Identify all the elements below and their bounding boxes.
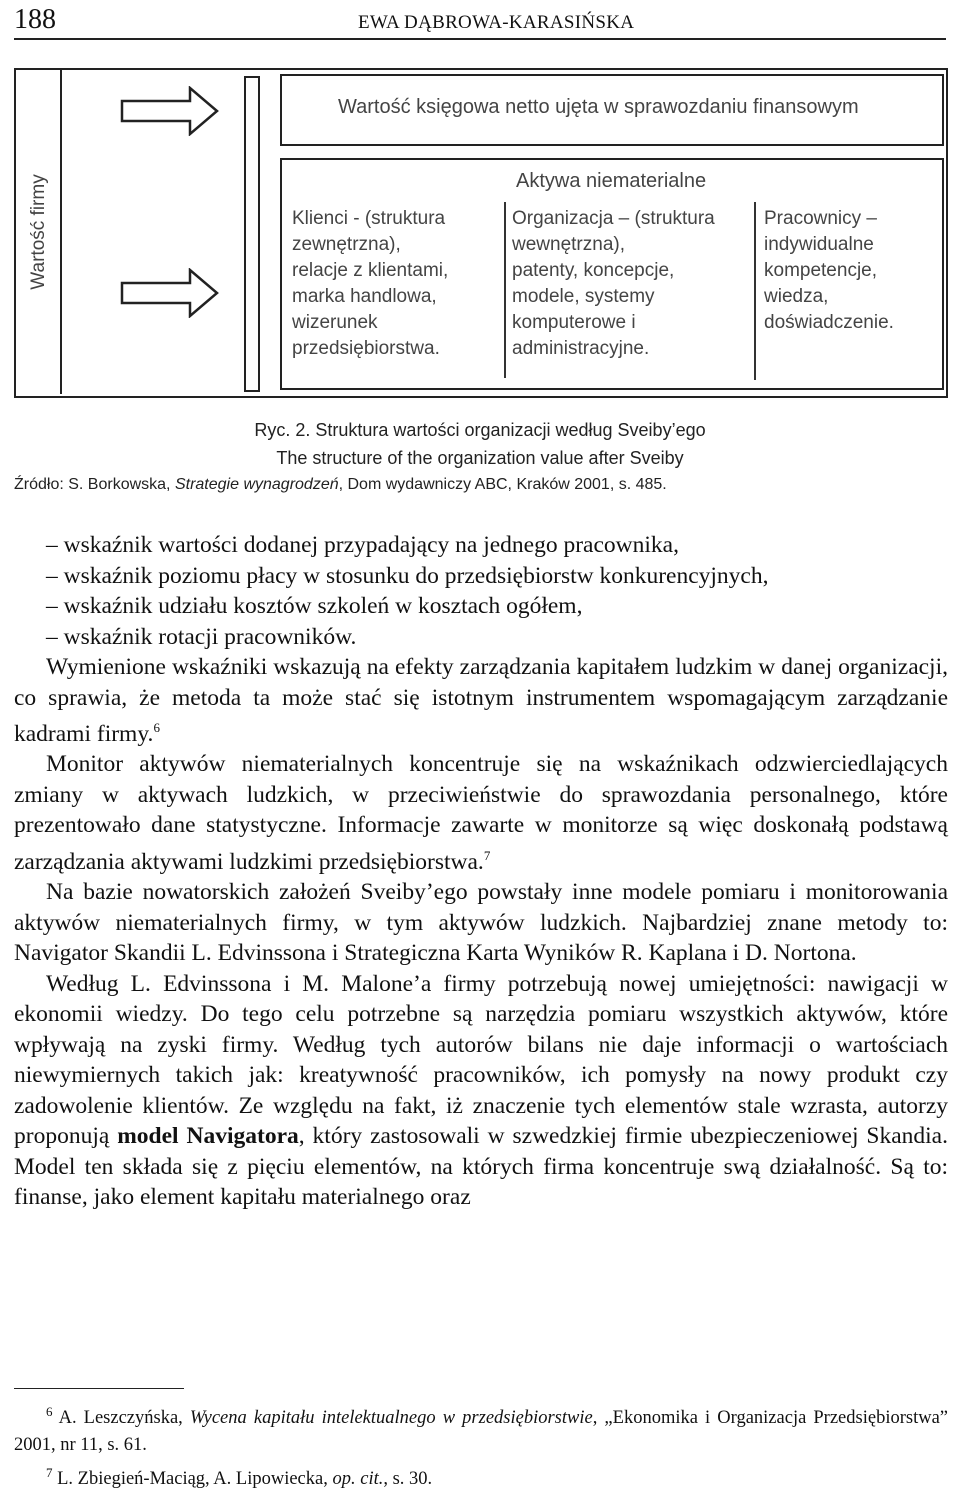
firm-value-label-box [18, 70, 62, 394]
employees-column: Pracownicy – indywidualne kompetencje, wiedza, doświadczenie. [764, 208, 894, 333]
sum-bar [244, 76, 260, 392]
footnote-ref: 6 [153, 720, 160, 735]
column-divider [504, 202, 506, 378]
footnote: $^7$ L. Zbiegień-Maciąg, A. Lipowiecka, op. cit., s. 30. [46, 1465, 433, 1490]
figure-caption-pl: Ryc. 2. Struktura wartości organizacji według Sveiby’ego [254, 420, 706, 440]
clients-column: Klienci - (struktura zewnętrzna), relacje z klientami, marka handlowa, wizerunek przedsiębiorstwa. [292, 208, 449, 359]
book-value-text: Wartość księgowa netto ujęta w sprawozdaniu finansowym [338, 96, 859, 118]
page-header [14, 4, 946, 36]
paragraph: Na bazie nowatorskich założeń Sveiby’ego powstały inne modele pomiaru i monitorowania aktywów niematerialnych firmy, w tym aktywów ludzkich. Najbardziej znane metody to: Navigator Skandii L. Edvinssona i Strategiczna Karta Wyników R. Kaplana i D. Nortona. [14, 879, 948, 967]
running-title: EWA DĄBROWA-KARASIŃSKA [358, 12, 635, 33]
arrow-right-icon [120, 268, 220, 318]
paragraph: Według L. Edvinssona i M. Malone’a firmy potrzebują nowej umiejętności: nawigacji w ekonomii wiedzy. Do tego celu potrzebne są narzędzia pomiaru wszystkich aktywów, które wpływają na zyski firmy. Według tych autorów bilans nie daje informacji o wartościach niewymiernych takich jak: kreatywność pracowników, ich pomysły na nowy produkt czy zadowolenie klientów. Ze względu na fakt, iż znaczenie tych elementów stale wzrasta, autorzy proponują model Navigatora, który zastosowali w szwedzkiej firmie ubezpieczeniowej Skandia. Model ten składa się z pięciu elementów, na których firma koncentruje swą działalność. Są to: finanse, jako element kapitału materialnego oraz [14, 970, 948, 1211]
firm-value-label: Wartość firmy [28, 174, 49, 290]
intangible-assets-box [280, 158, 944, 390]
footnotes [14, 1398, 948, 1493]
figure-source: Źródło: S. Borkowska, Strategie wynagrodzeń, Dom wydawniczy ABC, Kraków 2001, s. 485. [14, 476, 667, 493]
list-item: – wskaźnik poziomu płacy w stosunku do przedsiębiorstw konkurencyjnych, [46, 562, 769, 589]
bold-term: model Navigatora [117, 1123, 299, 1150]
footnote-rule [14, 1388, 184, 1389]
footnote-ref: 7 [483, 847, 491, 863]
footnote: $^6$ A. Leszczyńska, Wycena kapitału intelektualnego w przedsiębiorstwie, „Ekonomika i Organizacja Przedsiębiorstwa” 2001, nr 11, s. 61. [14, 1404, 948, 1456]
list-item: – wskaźnik udziału kosztów szkoleń w kosztach ogółem, [46, 593, 583, 619]
page-number: 188 [14, 4, 56, 35]
header-rule [14, 38, 946, 40]
book-value-box [280, 74, 944, 146]
body-text [14, 530, 948, 1213]
list-item: – wskaźnik wartości dodanej przypadający na jednego pracownika, [46, 532, 679, 558]
intangible-assets-title: Aktywa niematerialne [516, 170, 707, 192]
arrow-right-icon [120, 86, 220, 136]
organization-column: Organizacja – (struktura wewnętrzna), patenty, koncepcje, modele, systemy komputerowe i administracyjne. [512, 208, 715, 359]
paragraph: Monitor aktywów niematerialnych koncentruje się na wskaźnikach odzwierciedlających zmiany w aktywach ludzkich, w przeciwieństwie do sprawozdania personalnego, które prezentowało dane statystyczne. Informacje zawarte w monitorze są więc doskonałą podstawą zarządzania aktywami ludzkimi przedsiębiorstwa.$^7$ [14, 751, 948, 875]
column-divider [754, 202, 756, 380]
figure-caption-en: The structure of the organization value after Sveiby [276, 448, 684, 468]
list-item: – wskaźnik rotacji pracowników. [46, 623, 357, 650]
paragraph: Wymienione wskaźniki wskazują na efekty zarządzania kapitałem ludzkim w danej organizacji, co sprawia, że metoda ta może stać się istotnym instrumentem wspomagającym zarządzanie kadrami firmy.$^6$ [14, 654, 948, 747]
